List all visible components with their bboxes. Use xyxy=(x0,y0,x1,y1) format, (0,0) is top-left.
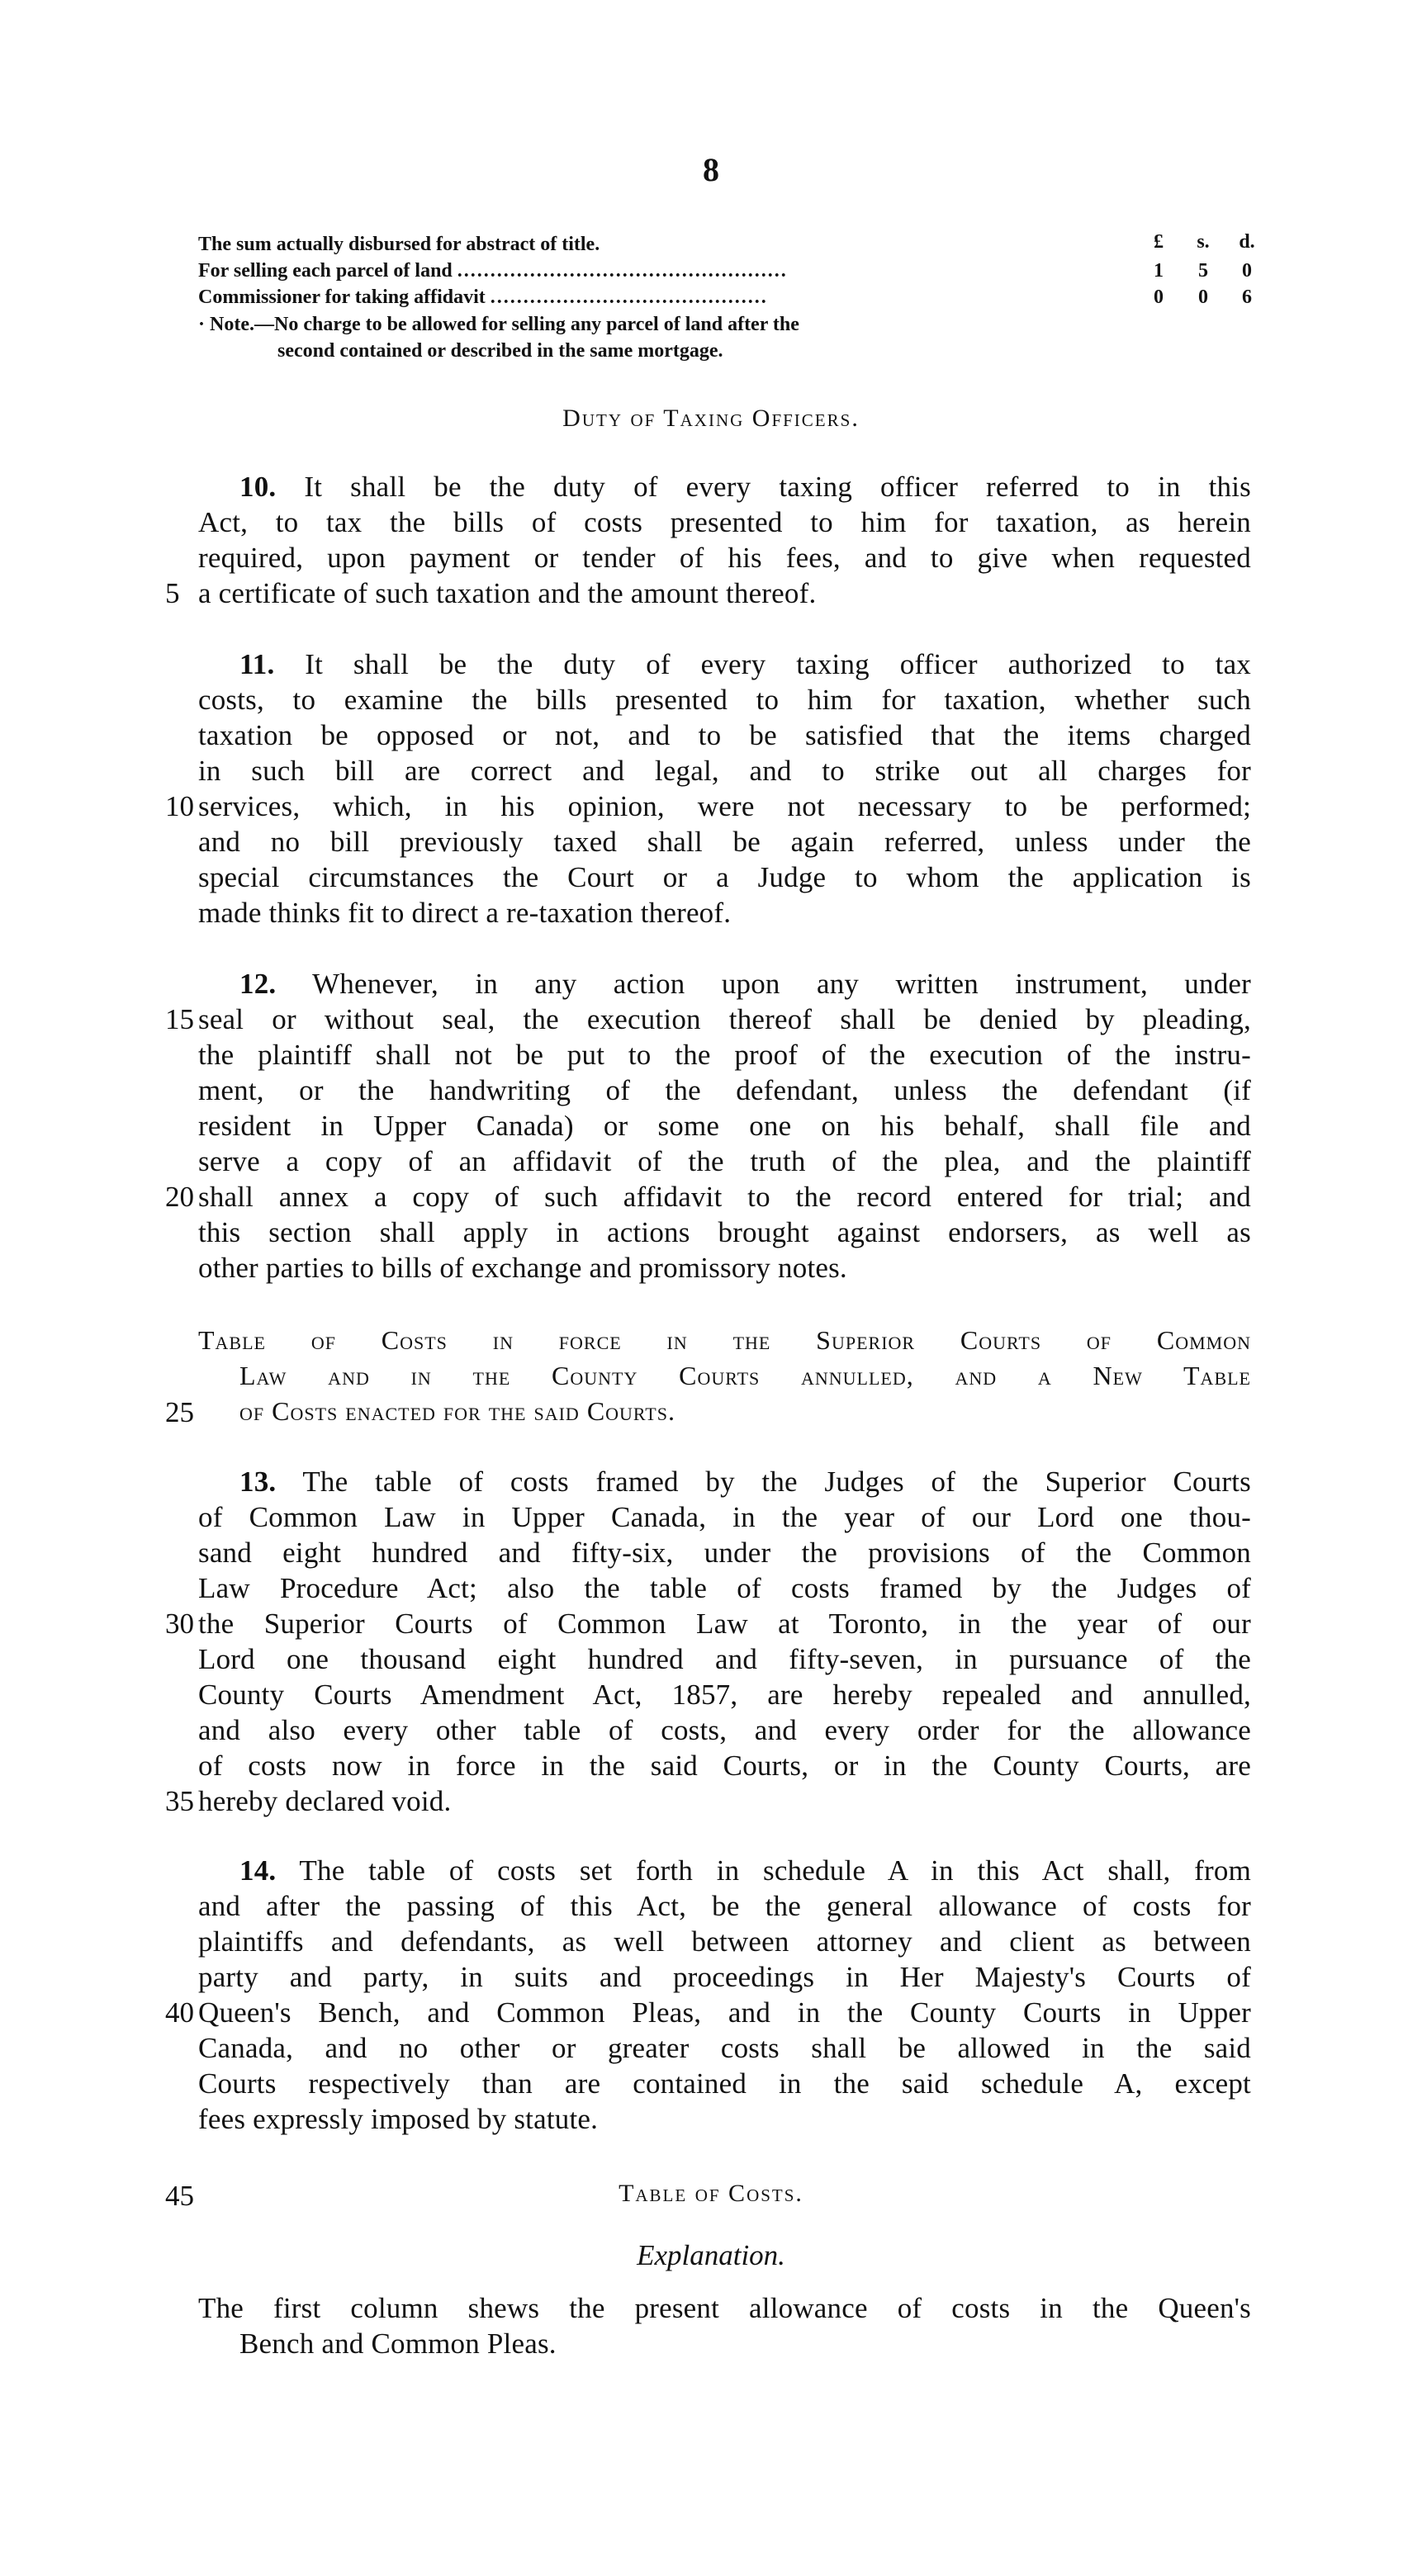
fee-note: · Note.—No charge to be allowed for selling any parcel of land after the xyxy=(198,314,799,335)
section-11-line: services, which, in his opinion, were not necessary to be performed; xyxy=(198,790,1251,822)
heading-table-of-costs: Table of Costs. xyxy=(619,2180,803,2207)
section-13-line: and also every other table of costs, and every order for the allowance xyxy=(198,1714,1251,1746)
fee-value-shillings: 5 xyxy=(1198,260,1208,282)
section-12-line: other parties to bills of exchange and promissory notes. xyxy=(198,1252,847,1284)
currency-header-pence: d. xyxy=(1239,231,1255,253)
line-number: 45 xyxy=(165,2180,194,2212)
fee-value-pence: 6 xyxy=(1242,286,1252,308)
section-14-line: Courts respectively than are contained in the said schedule A, except xyxy=(198,2067,1251,2100)
section-14-line: fees expressly imposed by statute. xyxy=(198,2103,599,2135)
section-13-line: hereby declared void. xyxy=(198,1785,452,1817)
currency-header-pounds: £ xyxy=(1154,231,1164,253)
line-number: 20 xyxy=(165,1181,194,1213)
section-13-line: of Common Law in Upper Canada, in the year of our Lord one thou- xyxy=(198,1501,1251,1533)
section-10-line: a certificate of such taxation and the amount thereof. xyxy=(198,577,817,609)
section-12-line: shall annex a copy of such affidavit to the record entered for trial; and xyxy=(198,1181,1251,1213)
section-11-line: made thinks fit to direct a re-taxation thereof. xyxy=(198,897,732,929)
section-13-line: Law Procedure Act; also the table of costs framed by the Judges of xyxy=(198,1572,1251,1604)
section-14-line: party and party, in suits and proceedings in Her Majesty's Courts of xyxy=(198,1961,1251,1993)
section-number: 13. xyxy=(239,1466,277,1498)
section-10-line: 10. It shall be the duty of every taxing officer referred to in this xyxy=(239,471,1251,503)
line-number: 5 xyxy=(165,577,180,609)
fee-row-label: Commissioner for taking affidavit .......................................... xyxy=(198,286,768,308)
section-11-line: taxation be opposed or not, and to be satisfied that the items charged xyxy=(198,719,1251,751)
section-14-line: and after the passing of this Act, be the general allowance of costs for xyxy=(198,1890,1251,1922)
section-11-line: in such bill are correct and legal, and to strike out all charges for xyxy=(198,755,1251,787)
section-12-line: serve a copy of an affidavit of the truth of the plea, and the plaintiff xyxy=(198,1145,1251,1177)
section-12-line: seal or without seal, the execution thereof shall be denied by pleading, xyxy=(198,1003,1251,1035)
heading-duty-of-taxing-officers: Duty of Taxing Officers. xyxy=(562,405,860,432)
section-13-line: of costs now in force in the said Courts, or in the County Courts, are xyxy=(198,1750,1251,1782)
section-14-line: 14. The table of costs set forth in schedule A in this Act shall, from xyxy=(239,1854,1251,1887)
line-number: 35 xyxy=(165,1785,194,1817)
section-13-line: Lord one thousand eight hundred and fifty-seven, in pursuance of the xyxy=(198,1643,1251,1675)
explanation-line: Bench and Common Pleas. xyxy=(239,2327,557,2360)
section-number: 12. xyxy=(239,968,277,1000)
fee-value-pounds: 0 xyxy=(1154,286,1164,308)
line-number: 30 xyxy=(165,1608,194,1640)
section-10-line: Act, to tax the bills of costs presented to him for taxation, as herein xyxy=(198,506,1251,538)
section-13-line: 13. The table of costs framed by the Judges of the Superior Courts xyxy=(239,1466,1251,1498)
section-number: 11. xyxy=(239,648,275,680)
section-14-line: Canada, and no other or greater costs shall be allowed in the said xyxy=(198,2032,1251,2064)
section-13-line: the Superior Courts of Common Law at Toronto, in the year of our xyxy=(198,1608,1251,1640)
line-number: 10 xyxy=(165,790,194,822)
explanation-line: The first column shews the present allowance of costs in the Queen's xyxy=(198,2292,1251,2324)
section-number: 14. xyxy=(239,1854,277,1887)
fee-value-pence: 0 xyxy=(1242,260,1252,282)
section-13-line: sand eight hundred and fifty-six, under the provisions of the Common xyxy=(198,1537,1251,1569)
section-11-line: 11. It shall be the duty of every taxing officer authorized to tax xyxy=(239,648,1251,680)
section-10-line: required, upon payment or tender of his fees, and to give when requested xyxy=(198,542,1251,574)
line-number: 25 xyxy=(165,1396,194,1428)
section-number: 10. xyxy=(239,471,277,503)
section-13-line: County Courts Amendment Act, 1857, are hereby repealed and annulled, xyxy=(198,1679,1251,1711)
table-caption-line: of Costs enacted for the said Courts. xyxy=(239,1396,675,1426)
line-number: 40 xyxy=(165,1996,194,2029)
section-12-line: 12. Whenever, in any action upon any written instrument, under xyxy=(239,968,1251,1000)
section-14-line: plaintiffs and defendants, as well between attorney and client as between xyxy=(198,1925,1251,1958)
section-12-line: this section shall apply in actions brought against endorsers, as well as xyxy=(198,1216,1251,1248)
page-number: 8 xyxy=(703,151,719,188)
section-14-line: Queen's Bench, and Common Pleas, and in the County Courts in Upper xyxy=(198,1996,1251,2029)
section-12-line: ment, or the handwriting of the defendant, unless the defendant (if xyxy=(198,1074,1251,1106)
explanation-heading: Explanation. xyxy=(637,2239,785,2271)
section-11-line: and no bill previously taxed shall be again referred, unless under the xyxy=(198,826,1251,858)
fee-row-label: The sum actually disbursed for abstract of title. xyxy=(198,234,600,255)
fee-note: second contained or described in the same mortgage. xyxy=(277,340,723,362)
fee-row-label: For selling each parcel of land .................................................. xyxy=(198,260,788,282)
currency-header-shillings: s. xyxy=(1197,231,1210,253)
section-12-line: resident in Upper Canada) or some one on his behalf, shall file and xyxy=(198,1110,1251,1142)
fee-value-shillings: 0 xyxy=(1198,286,1208,308)
table-caption-line: Law and in the County Courts annulled, and a New Table xyxy=(239,1361,1251,1390)
section-12-line: the plaintiff shall not be put to the proof of the execution of the instru- xyxy=(198,1039,1251,1071)
section-11-line: special circumstances the Court or a Judge to whom the application is xyxy=(198,861,1251,893)
line-number: 15 xyxy=(165,1003,194,1035)
fee-value-pounds: 1 xyxy=(1154,260,1164,282)
table-caption-line: Table of Costs in force in the Superior Courts of Common xyxy=(198,1325,1251,1355)
section-11-line: costs, to examine the bills presented to him for taxation, whether such xyxy=(198,684,1251,716)
